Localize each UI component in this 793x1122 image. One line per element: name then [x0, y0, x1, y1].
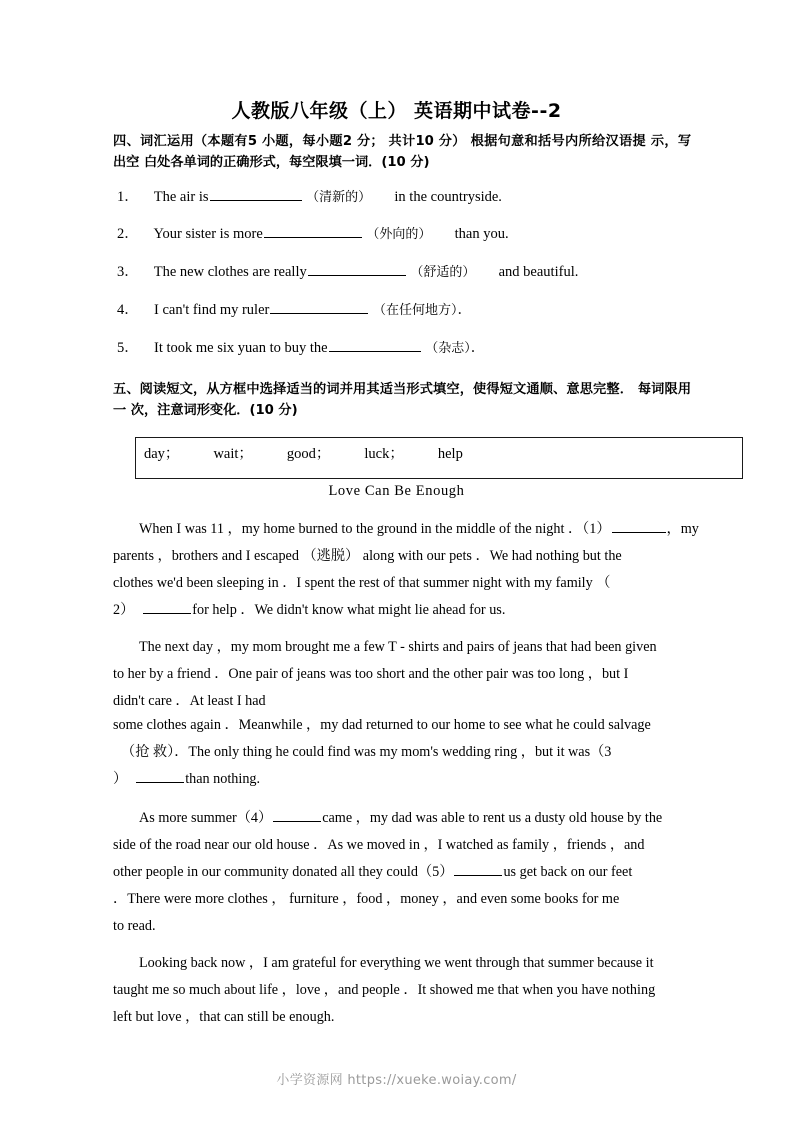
passage-line-text: taught me so much about life ，love ，and people ．It showed me that when you have nothing: [113, 982, 656, 998]
question-2-text-after: than you.: [454, 225, 509, 242]
question-2-blank[interactable]: [264, 223, 362, 238]
passage-line-text: some clothes again ．Meanwhile ，my dad returned to our home to see what he could salvage: [113, 717, 651, 733]
passage-line-text: to read.: [113, 918, 156, 934]
passage-line-text: didn't care ．At least I had: [113, 693, 266, 709]
passage-line: [113, 661, 669, 688]
passage-line: [113, 739, 669, 766]
passage-paragraph-1: [113, 516, 699, 624]
question-1-hint: （清新的）: [306, 189, 372, 205]
passage-line-text: side of the road near our old house ．As we moved in ，I watched as family ，friends ，and: [113, 837, 645, 853]
passage-line-text: （抢 救）．The only thing he could find was my mom's wedding ring ，but it was（3: [121, 744, 612, 760]
word-bank-item-1: wait；: [213, 446, 253, 462]
passage-line-text: for help ．We didn't know what might lie ahead for us.: [192, 602, 506, 618]
question-4-text-before: I can't find my ruler: [154, 301, 270, 318]
passage-line: [113, 712, 669, 739]
passage-line-text: When I was 11 ，my home burned to the ground in the middle of the night ．（1）: [139, 521, 611, 537]
question-4-hint: （在任何地方）: [372, 302, 458, 318]
question-2-index: 2．: [117, 225, 139, 242]
passage-line: [113, 766, 669, 793]
question-4-text-after: ．: [457, 301, 472, 318]
question-3-text-before: The new clothes are really: [153, 263, 307, 280]
question-2-hint: （外向的）: [366, 226, 432, 242]
question-5-text-after: ．: [470, 339, 486, 356]
passage-line-text: us get back on our feet: [503, 864, 633, 880]
question-2-text-before: Your sister is more: [153, 225, 263, 242]
passage-line: [113, 1004, 669, 1031]
passage-blank-5[interactable]: [454, 862, 502, 876]
question-1: [117, 186, 717, 208]
passage-line: [113, 913, 669, 940]
passage-line-text: came ，my dad was able to rent us a dusty old house by the: [322, 810, 663, 826]
passage-line: [113, 634, 669, 661]
passage-line-text: clothes we'd been sleeping in ．I spent the rest of that summer night with my family （: [113, 575, 611, 591]
passage-line: [113, 570, 669, 597]
question-1-index: 1．: [117, 188, 139, 205]
passage-line: [113, 516, 699, 543]
question-5-blank[interactable]: [329, 337, 421, 352]
question-4-blank[interactable]: [270, 299, 368, 314]
question-5-hint: （杂志）: [425, 340, 471, 356]
question-3-index: 3．: [117, 263, 139, 280]
question-3-hint: （舒适的）: [410, 264, 476, 280]
passage-line: [113, 543, 669, 570]
passage-line-text: parents ，brothers and I escaped （逃脱） along with our pets ．We had nothing but the: [113, 548, 622, 564]
question-3-blank[interactable]: [308, 261, 406, 276]
passage-paragraph-2b: [113, 712, 669, 793]
passage-line-text: As more summer（4）: [139, 810, 273, 826]
passage-line: [113, 886, 669, 913]
question-5-index: 5．: [117, 339, 139, 356]
question-3: [117, 261, 717, 283]
passage-blank-2[interactable]: [143, 600, 191, 614]
passage-line: [113, 859, 669, 886]
section-five-heading-line2: 每词限用一 次，注意词形变化．(10 分): [113, 382, 692, 418]
passage-paragraph-4: [113, 950, 669, 1031]
word-bank-item-0: day；: [144, 446, 180, 462]
passage-line: [113, 977, 669, 1004]
footer-watermark: 小学资源网 https://xueke.woiay.com/: [276, 1073, 517, 1088]
passage-line: [113, 950, 669, 977]
passage-blank-3[interactable]: [136, 769, 184, 783]
section-four-heading-line2: 示，写出空 白处各单词的正确形式，每空限填一词．(10 分): [113, 134, 692, 170]
page-title: 人教版八年级（上） 英语期中试卷--2: [231, 100, 562, 122]
question-1-text-after: in the countryside.: [394, 188, 502, 205]
passage-title: Love Can Be Enough: [328, 483, 465, 499]
word-bank-box: [135, 437, 743, 479]
passage-line-text: to her by a friend ．One pair of jeans was too short and the other pair was too long ，but I: [113, 666, 629, 682]
section-four-heading: [113, 131, 691, 173]
passage-line-text: other people in our community donated all they could（5）: [113, 864, 454, 880]
passage-paragraph-3: [113, 805, 669, 940]
passage-line-text: than nothing.: [185, 771, 261, 787]
question-5-text-before: It took me six yuan to buy the: [154, 339, 328, 356]
word-bank-item-4: help: [437, 446, 463, 462]
passage-line-text: ．There were more clothes ， furniture ，food ，money ，and even some books for me: [113, 891, 620, 907]
question-4-index: 4．: [117, 301, 139, 318]
word-bank-item-3: luck；: [364, 446, 404, 462]
question-1-text-before: The air is: [153, 188, 209, 205]
question-2: [117, 223, 717, 245]
passage-line: [113, 805, 669, 832]
passage-line-text: The next day ，my mom brought me a few T - shirts and pairs of jeans that had been given: [139, 639, 657, 655]
passage-line-text: ，my: [666, 521, 699, 537]
passage-line-text: Looking back now ，I am grateful for everything we went through that summer because it: [139, 955, 654, 971]
passage-paragraph-2: [113, 634, 669, 715]
passage-line-text: left but love ，that can still be enough.: [113, 1009, 335, 1025]
section-five-heading-line1: 五、阅读短文，从方框中选择适当的词并用其适当形式填空，使得短文通顺、意思完整．: [113, 382, 634, 397]
passage-line: [113, 688, 669, 715]
passage-blank-4[interactable]: [273, 808, 321, 822]
passage-line-text: ）: [113, 771, 128, 787]
passage-line: [113, 832, 669, 859]
passage-blank-1[interactable]: [612, 519, 666, 533]
word-bank-list: [144, 442, 463, 463]
question-3-text-after: and beautiful.: [498, 263, 579, 280]
word-bank-item-2: good；: [286, 446, 331, 462]
passage-line-text: 2）: [113, 602, 135, 618]
section-five-heading: [113, 379, 691, 421]
question-4: [117, 299, 717, 321]
section-four-heading-line1: 四、词汇运用（本题有5 小题，每小题2 分； 共计10 分） 根据句意和括号内所给汉语提: [113, 134, 646, 149]
passage-line: [113, 597, 669, 624]
question-1-blank[interactable]: [210, 186, 302, 201]
question-5: [117, 337, 717, 359]
